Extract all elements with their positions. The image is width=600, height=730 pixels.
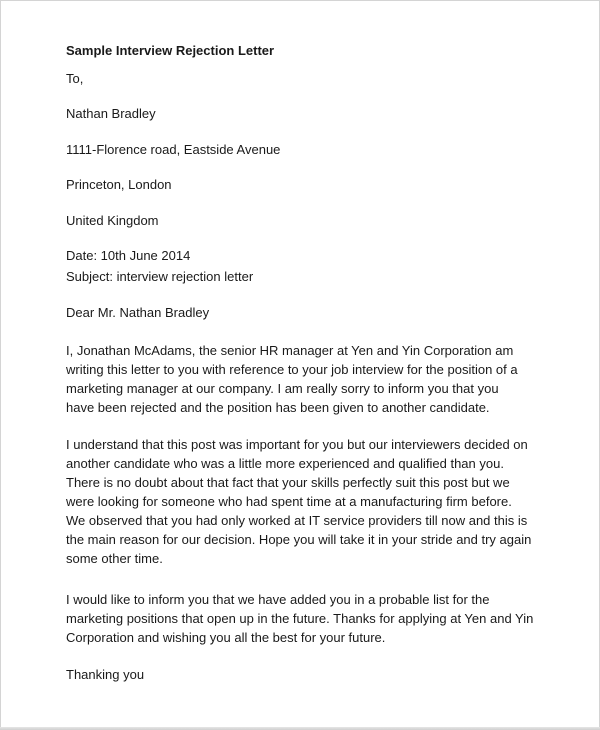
paragraph-1-line: I, Jonathan McAdams, the senior HR manager at Yen and Yin Corporation am: [66, 343, 514, 358]
paragraph-3-line: marketing positions that open up in the future. Thanks for applying at Yen and Yin: [66, 611, 534, 626]
letter-title: Sample Interview Rejection Letter: [66, 43, 275, 58]
letter-date: Date: 10th June 2014: [66, 248, 191, 263]
paragraph-2: [66, 435, 556, 568]
paragraph-2-line: another candidate who was a little more experienced and qualified than you.: [66, 456, 504, 471]
letter-subject: Subject: interview rejection letter: [66, 269, 254, 284]
paragraph-3-line: Corporation and wishing you all the best for your future.: [66, 630, 386, 645]
paragraph-2-line: There is no doubt about that fact that your skills perfectly suit this post but we: [66, 475, 510, 490]
paragraph-1: [66, 341, 556, 417]
paragraph-2-line: were looking for someone who had spent time at a manufacturing firm before.: [66, 494, 512, 509]
letter-greeting: Dear Mr. Nathan Bradley: [66, 305, 210, 320]
recipient-name: Nathan Bradley: [66, 106, 156, 121]
letter-closing: Thanking you: [66, 667, 145, 682]
address-line-2: Princeton, London: [66, 177, 172, 192]
salutation-to: To,: [66, 71, 84, 86]
paragraph-3-line: I would like to inform you that we have added you in a probable list for the: [66, 592, 490, 607]
paragraph-2-line: some other time.: [66, 551, 163, 566]
address-line-1: 1111-Florence road, Eastside Avenue: [66, 142, 281, 157]
paragraph-1-line: marketing manager at our company. I am really sorry to inform you that you: [66, 381, 499, 396]
paragraph-2-line: the main reason for our decision. Hope you will take it in your stride and try again: [66, 532, 532, 547]
paragraph-3: [66, 590, 556, 647]
paragraph-1-line: have been rejected and the position has been given to another candidate.: [66, 400, 490, 415]
paragraph-2-line: We observed that you had only worked at IT service providers till now and this is: [66, 513, 528, 528]
address-line-3: United Kingdom: [66, 213, 159, 228]
paragraph-2-line: I understand that this post was important for you but our interviewers decided on: [66, 437, 528, 452]
paragraph-1-line: writing this letter to you with reference to your job interview for the position of a: [66, 362, 518, 377]
